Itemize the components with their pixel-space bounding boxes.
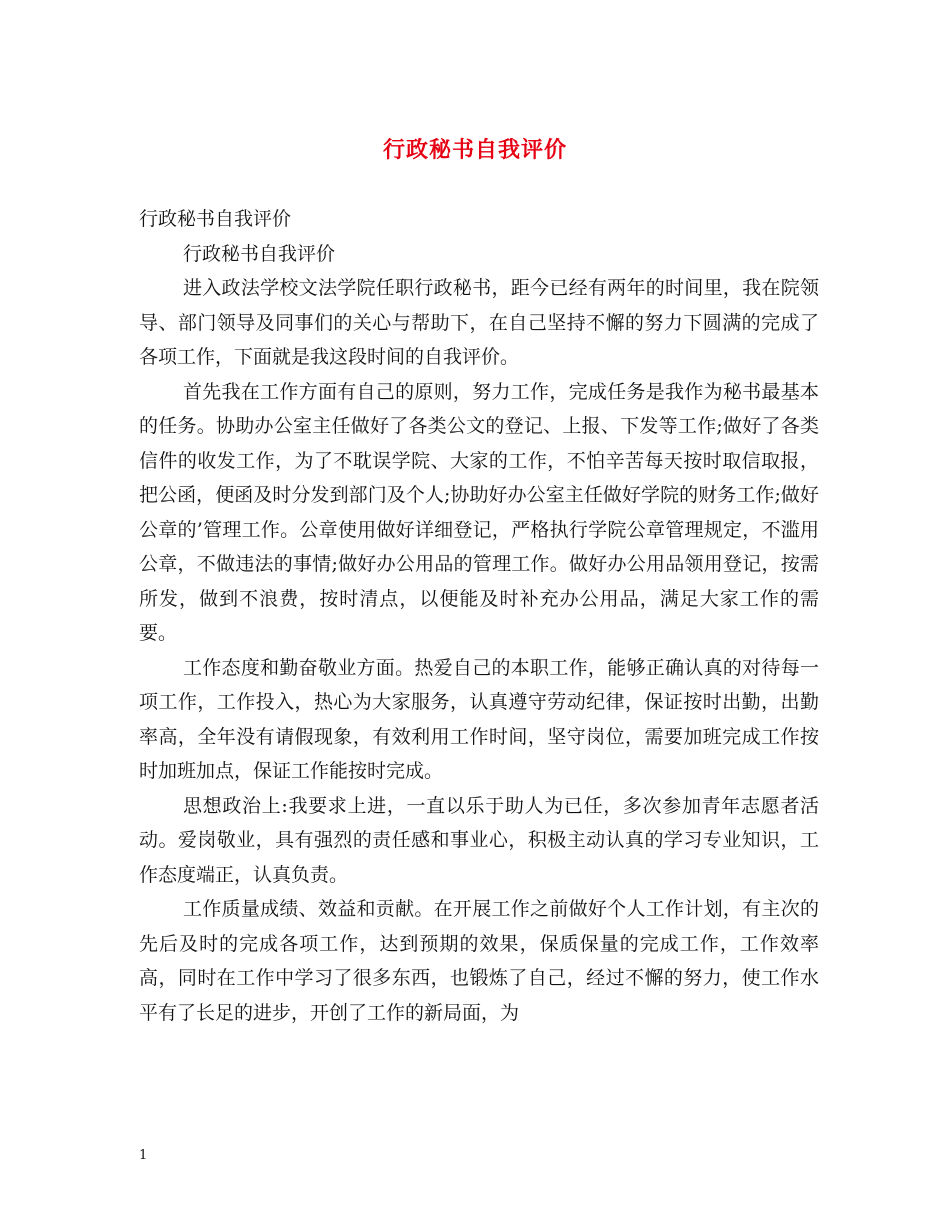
document-body <box>139 202 819 1030</box>
paragraph-work-principles: 首先我在工作方面有自己的原则，努力工作，完成任务是我作为秘书最基本的任务。协助办公室主任做好了各类公文的登记、上报、下发等工作;做好了各类信件的收发工作，为了不耽误学院、大家的工作，不怕辛苦每天按时取信取报，把公函，便函及时分发到部门及个人;协助好办公室主任做好学院的财务工作;做好公章的’管理工作。公章使用做好详细登记，严格执行学院公章管理规定，不滥用公章，不做违法的事情;做好办公用品的管理工作。做好办公用品领用登记，按需所发，做到不浪费，按时清点，以便能及时补充办公用品，满足大家工作的需要。 <box>139 380 819 644</box>
body-subheading: 行政秘书自我评价 <box>183 242 336 265</box>
paragraph-intro: 进入政法学校文法学院任职行政秘书，距今已经有两年的时间里，我在院领导、部门领导及同事们的关心与帮助下，在自己坚持不懈的努力下圆满的完成了各项工作，下面就是我这段时间的自我评价。 <box>139 277 819 368</box>
paragraph-work-attitude: 工作态度和勤奋敬业方面。热爱自己的本职工作，能够正确认真的对待每一项工作，工作投入，热心为大家服务，认真遵守劳动纪律，保证按时出勤，出勤率高，全年没有请假现象，有效利用工作时间，坚守岗位，需要加班完成工作按时加班加点，保证工作能按时完成。 <box>139 656 819 782</box>
paragraph-work-quality: 工作质量成绩、效益和贡献。在开展工作之前做好个人工作计划，有主次的先后及时的完成各项工作，达到预期的效果，保质保量的完成工作，工作效率高，同时在工作中学习了很多东西，也锻炼了自己，经过不懈的努力，使工作水平有了长足的进步，开创了工作的新局面，为 <box>139 898 819 1024</box>
body-heading: 行政秘书自我评价 <box>139 208 292 230</box>
page-number: 1 <box>139 1148 148 1163</box>
paragraph-political-thought: 思想政治上:我要求上进，一直以乐于助人为已任，多次参加青年志愿者活动。爱岗敬业，具有强烈的责任感和事业心，积极主动认真的学习专业知识，工作态度端正，认真负责。 <box>139 794 819 886</box>
document-title: 行政秘书自我评价 <box>382 137 567 163</box>
